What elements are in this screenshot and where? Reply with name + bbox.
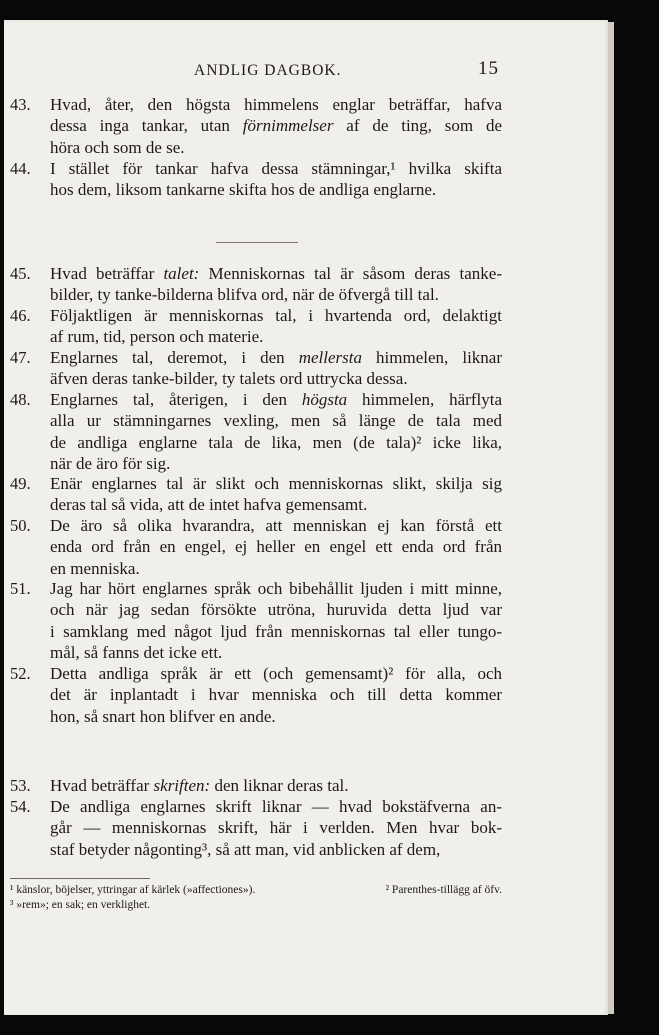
page-number: 15 bbox=[478, 58, 499, 79]
entry-text-line: Englarnes tal, återigen, i den högsta himmelen, härflyta bbox=[50, 390, 503, 409]
entry-number: 46. bbox=[10, 306, 31, 325]
entry-text-line: hos dem, liksom tankarne skifta hos de andliga englarne. bbox=[50, 180, 437, 200]
entry-text-line: när de äro för sig. bbox=[50, 453, 171, 473]
footnote-3: ³ »rem»; en sak; en verklighet. bbox=[10, 899, 151, 911]
entry-number: 43. bbox=[10, 95, 31, 114]
footnote-rule bbox=[10, 878, 150, 879]
entry-number: 51. bbox=[10, 579, 31, 598]
running-header-title: ANDLIG DAGBOK. bbox=[194, 62, 342, 79]
entry-text-line: bilder, ty tanke-bilderna blifva ord, när de öfvergå till tal. bbox=[50, 285, 439, 305]
entry-number: 45. bbox=[10, 264, 31, 283]
entry-text-line: det är inplantadt i hvar menniska och till detta kommer bbox=[50, 685, 502, 705]
entry-text-line: Jag har hört englarnes språk och bibehållit ljuden i mitt minne, bbox=[50, 579, 502, 598]
entry-text-line: mål, så fanns det icke ett. bbox=[50, 642, 223, 662]
entry-number: 48. bbox=[10, 390, 31, 409]
entry-number: 44. bbox=[10, 159, 31, 178]
entry-text-line: i samklang med något ljud från menniskornas tal eller tungo- bbox=[50, 621, 502, 641]
footnote-1: ¹ känslor, böjelser, yttringar af kärlek (»affectiones»). bbox=[10, 884, 256, 896]
entry-text-line: Hvad beträffar skriften: den liknar deras tal. bbox=[50, 776, 349, 795]
entry-number: 50. bbox=[10, 516, 31, 535]
entry-text-line: Enär englarnes tal är slikt och menniskornas slikt, skilja sig bbox=[50, 474, 502, 493]
entry-text-line: af rum, tid, person och materie. bbox=[50, 327, 264, 347]
entry-text-line: Följaktligen är menniskornas tal, i hvartenda ord, delaktigt bbox=[50, 306, 502, 325]
entry-text-line: dessa inga tankar, utan förnimmelser af de ting, som de bbox=[50, 116, 502, 136]
entry-text-line: en menniska. bbox=[50, 558, 140, 578]
entry-number: 53. bbox=[10, 776, 31, 795]
entry-text-line: De äro så olika hvarandra, att menniskan ej kan förstå ett bbox=[50, 516, 502, 535]
book-page bbox=[4, 20, 608, 1015]
entry-text-line: De andliga englarnes skrift liknar — hvad bokstäfverna an- bbox=[50, 797, 502, 816]
entry-text-line: enda ord från en engel, ej heller en engel ett enda ord från bbox=[50, 537, 502, 557]
entry-text-line: Detta andliga språk är ett (och gemensamt)² för alla, och bbox=[50, 664, 502, 683]
entry-number: 52. bbox=[10, 664, 31, 683]
entry-text-line: I stället för tankar hafva dessa stämningar,¹ hvilka skifta bbox=[50, 159, 502, 178]
entry-text-line: och när jag sedan försökte utröna, huruvida detta ljud var bbox=[50, 600, 502, 620]
entry-text-line: de andliga englarne tala de lika, men (de tala)² icke lika, bbox=[50, 432, 502, 452]
entry-text-line: staf betyder någonting³, så att man, vid anblicken af dem, bbox=[50, 839, 441, 859]
entry-text-line: höra och som de se. bbox=[50, 137, 185, 157]
entry-number: 49. bbox=[10, 474, 31, 493]
entry-text-line: Hvad, åter, den högsta himmelens englar beträffar, hafva bbox=[50, 95, 502, 114]
entry-number: 47. bbox=[10, 348, 31, 367]
footnote-line-1 bbox=[10, 883, 502, 898]
entry-number: 54. bbox=[10, 797, 31, 816]
entry-text-line: hon, så snart hon blifver en ande. bbox=[50, 706, 276, 726]
entry-text-line: Englarnes tal, deremot, i den mellersta himmelen, liknar bbox=[50, 348, 502, 367]
entry-text-line: alla ur stämningarnes vexling, men så länge de tala med bbox=[50, 411, 502, 431]
entry-text-line: går — menniskornas skrift, här i verlden. Men hvar bok- bbox=[50, 818, 502, 838]
footnote-line-2 bbox=[10, 898, 502, 913]
entry-text-line: äfven deras tanke-bilder, ty talets ord uttrycka dessa. bbox=[50, 369, 408, 389]
page-edge bbox=[608, 22, 614, 1014]
entry-text-line: Hvad beträffar talet: Menniskornas tal är såsom deras tanke- bbox=[50, 264, 502, 283]
section-divider bbox=[216, 242, 298, 243]
footnote-2: ² Parenthes-tillägg af öfv. bbox=[385, 884, 502, 896]
entry-text-line: deras tal så vida, att de intet hafva gemensamt. bbox=[50, 495, 368, 515]
